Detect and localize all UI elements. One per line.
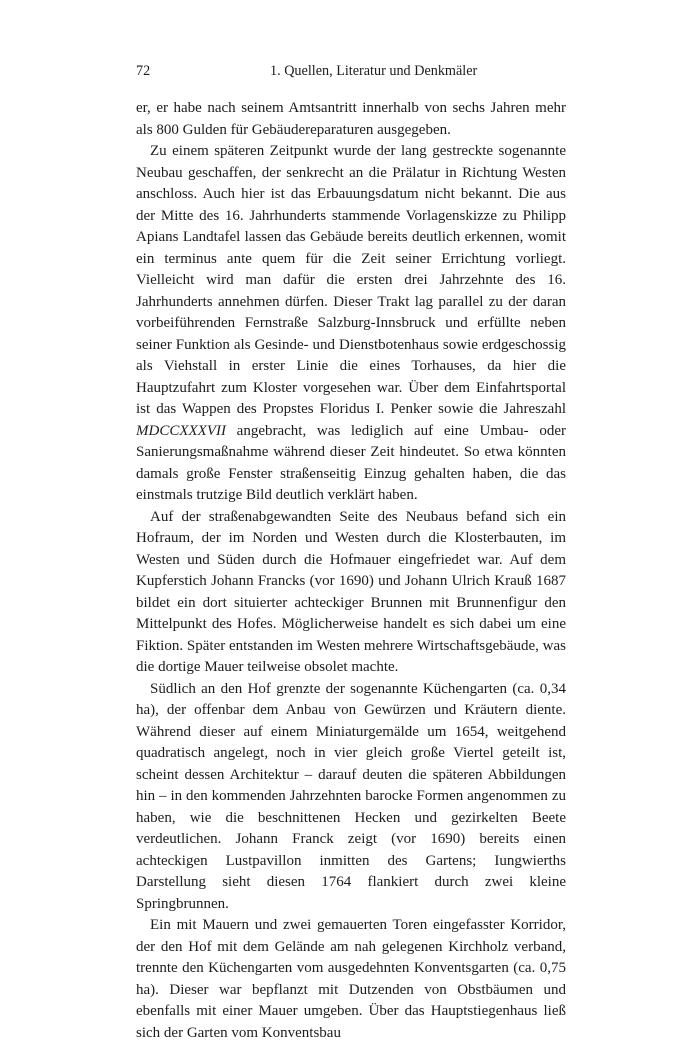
paragraph: Auf der straßenabgewandten Seite des Neubaus befand sich ein Hofraum, der im Norden und Westen durch die Klosterbauten, im Westen und Süden durch die Hofmauer eingefriedet war. Auf dem Kupferstich Johann Francks (vor 1690) und Johann Ulrich Krauß 1687 bildet ein dort situierter achteckiger Brunnen mit Brunnenfigur den Mittelpunkt des Hofes. Möglicherweise handelt es sich dabei um eine Fiktion. Später entstanden im Westen mehrere Wirtschaftsgebäude, was die dortige Mauer teilweise obsolet machte.	[136, 508, 566, 675]
paragraph-text: angebracht, was lediglich auf eine Umbau- oder Sanierungsmaßnahme während dieser Zeit hindeutet. So etwa könnten damals große Fenster straßenseitig Einzug gehalten haben, die das einstmals trutzige Bild deutlich verklärt haben.	[136, 422, 566, 503]
body-text	[136, 98, 566, 1044]
paragraph: Ein mit Mauern und zwei gemauerten Toren eingefasster Korridor, der den Hof mit dem Gelände am nah gelegenen Kirchholz verband, trennte den Küchengarten vom ausgedehnten Konventsgarten (ca. 0,75 ha). Dieser war bepflanzt mit Dutzenden von Obstbäumen und ebenfalls mit einer Mauer umgeben. Über das Hauptstiegenhaus ließ sich der Garten vom Konventsbau	[136, 917, 566, 1041]
running-head: 1. Quellen, Literatur und Denkmäler	[270, 63, 478, 79]
paragraph	[136, 141, 566, 507]
paragraph-text: Zu einem späteren Zeitpunkt wurde der lang gestreckte sogenannte Neubau geschaffen, der senkrecht an die Prälatur in Richtung Westen anschloss. Auch hier ist das Erbauungsdatum nicht bekannt. Die aus der Mitte des 16. Jahrhunderts stammende Vorlagenskizze zu Philipp Apians Landtafel lassen das Gebäude bereits deutlich erkennen, womit ein terminus ante quem für die Zeit seiner Errichtung vorliegt. Vielleicht wird man dafür die ersten drei Jahrzehnte des 16. Jahrhunderts annehmen dürfen. Dieser Trakt lag parallel zu der daran vorbeiführenden Fernstraße Salzburg-Innsbruck und erfüllte neben seiner Funktion als Gesinde- und Dienstbotenhaus sowie erdgeschossig als Viehstall in erster Linie die eines Torhauses, da hier die Hauptzufahrt zum Kloster vorgesehen war. Über dem Einfahrtsportal ist das Wappen des Propstes Floridus I. Penker sowie die Jahreszahl	[136, 143, 566, 417]
roman-year-numeral: MDCCXXXVII	[136, 422, 226, 439]
page-header	[136, 63, 566, 83]
paragraph: er, er habe nach seinem Amtsantritt innerhalb von sechs Jahren mehr als 800 Gulden für Gebäudereparaturen ausgegeben.	[136, 100, 566, 138]
paragraph: Südlich an den Hof grenzte der sogenannte Küchengarten (ca. 0,34 ha), der offenbar dem Anbau von Gewürzen und Kräutern diente. Während dieser auf einem Miniaturgemälde um 1654, weitgehend quadratisch angelegt, noch in vier gleich große Viertel geteilt ist, scheint dessen Architektur – darauf deuten die späteren Abbildungen hin – in den kommenden Jahrzehnten barocke Formen angenommen zu haben, wie die beschnittenen Hecken und gezirkelten Beete verdeutlichen. Johann Franck zeigt (vor 1690) bereits einen achteckigen Lustpavillon inmitten des Gartens; Iungwierths Darstellung sieht diesen 1764 flankiert durch zwei kleine Springbrunnen.	[136, 680, 566, 912]
page-number: 72	[136, 63, 151, 79]
